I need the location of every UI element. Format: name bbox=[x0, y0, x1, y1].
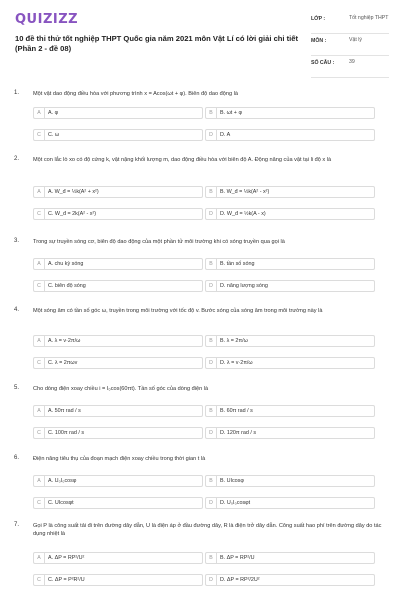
option-text: C. ω bbox=[48, 132, 60, 138]
option-letter: D bbox=[206, 281, 217, 291]
option-a[interactable] bbox=[33, 405, 203, 417]
option-b[interactable] bbox=[205, 405, 375, 417]
option-letter: A bbox=[34, 553, 45, 563]
option-text: C. W_đ = 2k(A² - x²) bbox=[48, 211, 97, 217]
option-b[interactable] bbox=[205, 107, 375, 119]
option-a[interactable] bbox=[33, 107, 203, 119]
option-text: A. U₀I₀cosφ bbox=[48, 478, 77, 484]
meta-value: 39 bbox=[349, 59, 355, 65]
option-letter: A bbox=[34, 406, 45, 416]
option-d[interactable] bbox=[205, 427, 375, 439]
option-letter: A bbox=[34, 187, 45, 197]
option-a[interactable] bbox=[33, 186, 203, 198]
option-letter: B bbox=[206, 259, 217, 269]
worksheet-header bbox=[0, 0, 400, 82]
question-number: 7. bbox=[14, 522, 20, 528]
option-b[interactable] bbox=[205, 186, 375, 198]
option-a[interactable] bbox=[33, 258, 203, 270]
option-c[interactable] bbox=[33, 427, 203, 439]
meta-row-count bbox=[311, 56, 389, 78]
option-letter: C bbox=[34, 428, 45, 438]
worksheet-title: 10 đề thi thử tốt nghiệp THPT Quốc gia năm 2021 môn Vật Lí có lời giải chi tiết (Phần 2 - đề 08) bbox=[15, 34, 299, 53]
option-d[interactable] bbox=[205, 280, 375, 292]
option-letter: D bbox=[206, 428, 217, 438]
question-text: Cho dòng điện xoay chiều i = I₀cos(60πt). Tần số góc của dòng điện là bbox=[33, 386, 209, 392]
option-d[interactable] bbox=[205, 497, 375, 509]
question-number: 4. bbox=[14, 307, 20, 313]
option-letter: C bbox=[34, 130, 45, 140]
option-letter: B bbox=[206, 553, 217, 563]
option-letter: C bbox=[34, 575, 45, 585]
option-d[interactable] bbox=[205, 129, 375, 141]
option-text: A. ΔP = RP²/U² bbox=[48, 555, 85, 561]
meta-label: SỐ CÂU : bbox=[311, 60, 335, 66]
option-letter: B bbox=[206, 476, 217, 486]
meta-row-subject bbox=[311, 34, 389, 56]
question-number: 2. bbox=[14, 156, 20, 162]
option-c[interactable] bbox=[33, 208, 203, 220]
option-text: B. W_đ = ½k(A² - x²) bbox=[220, 189, 270, 195]
option-b[interactable] bbox=[205, 258, 375, 270]
meta-value: Tốt nghiệp THPT bbox=[349, 15, 389, 21]
option-text: B. ωt + φ bbox=[220, 110, 242, 116]
option-letter: C bbox=[34, 281, 45, 291]
option-d[interactable] bbox=[205, 357, 375, 369]
option-text: B. UIcosφ bbox=[220, 478, 244, 484]
question-text: Một vật dao động điều hòa với phương trình x = Acos(ωt + φ). Biên độ dao động là bbox=[33, 91, 239, 97]
option-letter: D bbox=[206, 498, 217, 508]
question-number: 5. bbox=[14, 385, 20, 391]
question-text: Một sóng âm có tần số góc ω, truyền trong môi trường với tốc độ v. Bước sóng của sóng âm trong môi trường này là bbox=[33, 308, 323, 314]
option-text: C. ΔP = P²R²/U bbox=[48, 577, 85, 583]
option-c[interactable] bbox=[33, 280, 203, 292]
meta-table bbox=[311, 12, 389, 78]
meta-row-class bbox=[311, 12, 389, 34]
question-number: 6. bbox=[14, 455, 20, 461]
option-letter: C bbox=[34, 358, 45, 368]
meta-label: MÔN : bbox=[311, 38, 327, 44]
option-text: D. 120π rad / s bbox=[220, 430, 257, 436]
option-text: B. λ = 2π/ω bbox=[220, 338, 248, 344]
question-text: Gọi P là công suất tải đi trên đường dây dẫn, U là điện áp ở đầu đường dây, R là điện trở dây dẫn. Công suất hao phí trên đường dây do tác dụng nhiệt là bbox=[33, 523, 382, 537]
question-number: 3. bbox=[14, 238, 20, 244]
option-b[interactable] bbox=[205, 475, 375, 487]
option-text: A. W_đ = ½k(A² + x²) bbox=[48, 189, 99, 195]
option-c[interactable] bbox=[33, 574, 203, 586]
option-a[interactable] bbox=[33, 335, 203, 347]
option-a[interactable] bbox=[33, 475, 203, 487]
option-text: C. 100π rad / s bbox=[48, 430, 85, 436]
option-text: D. W_đ = ½k(A - x) bbox=[220, 211, 266, 217]
question-text: Trong sự truyền sóng cơ, biên độ dao động của một phần tử môi trường khi có sóng truyền qua gọi là bbox=[33, 239, 285, 245]
option-letter: A bbox=[34, 476, 45, 486]
option-letter: D bbox=[206, 358, 217, 368]
option-text: D. ΔP = RP²/2U² bbox=[220, 577, 260, 583]
option-text: A. φ bbox=[48, 110, 59, 116]
option-letter: C bbox=[34, 209, 45, 219]
option-d[interactable] bbox=[205, 208, 375, 220]
option-text: A. chu kỳ sóng bbox=[48, 261, 84, 267]
question-text: Một con lắc lò xo có độ cứng k, vật nặng khối lượng m, dao động điều hòa với biên độ A. Động năng của vật tại li độ x là bbox=[33, 157, 332, 163]
meta-value: Vật lý bbox=[349, 37, 362, 43]
option-text: A. 50π rad / s bbox=[48, 408, 81, 414]
option-text: B. tần số sóng bbox=[220, 261, 255, 267]
option-text: B. ΔP = RP²/U bbox=[220, 555, 255, 561]
option-a[interactable] bbox=[33, 552, 203, 564]
option-b[interactable] bbox=[205, 552, 375, 564]
option-letter: A bbox=[34, 108, 45, 118]
quizizz-logo: QUIZIZZ bbox=[15, 12, 79, 27]
option-text: D. U₀I₀cosφt bbox=[220, 500, 251, 506]
option-letter: C bbox=[34, 498, 45, 508]
option-text: C. biên độ sóng bbox=[48, 283, 86, 289]
option-letter: D bbox=[206, 209, 217, 219]
option-c[interactable] bbox=[33, 497, 203, 509]
option-letter: B bbox=[206, 108, 217, 118]
option-d[interactable] bbox=[205, 574, 375, 586]
option-text: A. λ = v·2π/ω bbox=[48, 338, 81, 344]
option-letter: B bbox=[206, 406, 217, 416]
option-letter: B bbox=[206, 336, 217, 346]
option-text: B. 60π rad / s bbox=[220, 408, 253, 414]
option-text: D. A bbox=[220, 132, 231, 138]
option-b[interactable] bbox=[205, 335, 375, 347]
option-letter: A bbox=[34, 259, 45, 269]
option-text: C. λ = 2πωv bbox=[48, 360, 78, 366]
option-letter: D bbox=[206, 130, 217, 140]
option-c[interactable] bbox=[33, 129, 203, 141]
question-text: Điện năng tiêu thụ của đoạn mạch điện xoay chiều trong thời gian t là bbox=[33, 456, 206, 462]
meta-label: LỚP : bbox=[311, 16, 326, 22]
option-letter: B bbox=[206, 187, 217, 197]
option-letter: D bbox=[206, 575, 217, 585]
option-text: D. năng lượng sóng bbox=[220, 283, 268, 289]
question-number: 1. bbox=[14, 90, 20, 96]
option-text: C. UIcosφt bbox=[48, 500, 74, 506]
option-c[interactable] bbox=[33, 357, 203, 369]
option-text: D. λ = v·2π/ω bbox=[220, 360, 253, 366]
option-letter: A bbox=[34, 336, 45, 346]
